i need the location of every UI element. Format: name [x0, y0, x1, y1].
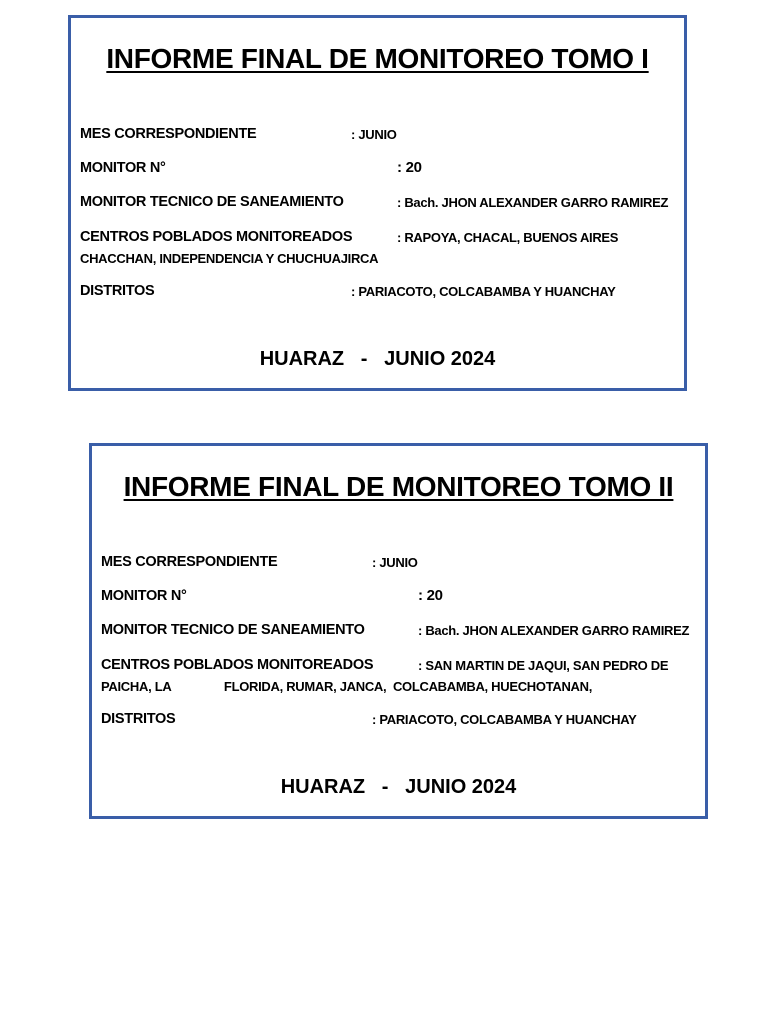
report-title: INFORME FINAL DE MONITOREO TOMO I	[106, 43, 649, 74]
report-cover-tomo-1	[68, 15, 687, 391]
monitor-label: MONITOR N°	[101, 588, 187, 604]
mes-label: MES CORRESPONDIENTE	[80, 126, 257, 142]
distritos-value: : PARIACOTO, COLCABAMBA Y HUANCHAY	[351, 284, 616, 299]
centros-continuation: CHACCHAN, INDEPENDENCIA Y CHUCHUAJIRCA	[80, 251, 379, 266]
monitor-value: : 20	[418, 587, 443, 604]
distritos-label: DISTRITOS	[80, 283, 155, 299]
mes-value: : JUNIO	[372, 555, 418, 570]
mes-value: : JUNIO	[351, 127, 397, 142]
centros-value: : SAN MARTIN DE JAQUI, SAN PEDRO DE	[418, 658, 669, 673]
centros-value: : RAPOYA, CHACAL, BUENOS AIRES	[397, 230, 619, 245]
tecnico-label: MONITOR TECNICO DE SANEAMIENTO	[101, 622, 365, 638]
centros-label: CENTROS POBLADOS MONITOREADOS	[101, 657, 374, 673]
tecnico-value: : Bach. JHON ALEXANDER GARRO RAMIREZ	[397, 195, 669, 210]
place-date-footer: HUARAZ - JUNIO 2024	[280, 776, 517, 798]
tecnico-value: : Bach. JHON ALEXANDER GARRO RAMIREZ	[418, 623, 690, 638]
centros-label: CENTROS POBLADOS MONITOREADOS	[80, 229, 353, 245]
centros-continuation: PAICHA, LA FLORIDA, RUMAR, JANCA, COLCABAMBA, HUECHOTANAN,	[101, 679, 593, 694]
monitor-value: : 20	[397, 159, 422, 176]
place-date-footer: HUARAZ - JUNIO 2024	[259, 348, 496, 370]
tecnico-label: MONITOR TECNICO DE SANEAMIENTO	[80, 194, 344, 210]
monitor-label: MONITOR N°	[80, 160, 166, 176]
distritos-value: : PARIACOTO, COLCABAMBA Y HUANCHAY	[372, 712, 637, 727]
mes-label: MES CORRESPONDIENTE	[101, 554, 278, 570]
report-title: INFORME FINAL DE MONITOREO TOMO II	[123, 471, 674, 502]
distritos-label: DISTRITOS	[101, 711, 176, 727]
report-cover-tomo-2	[89, 443, 708, 819]
